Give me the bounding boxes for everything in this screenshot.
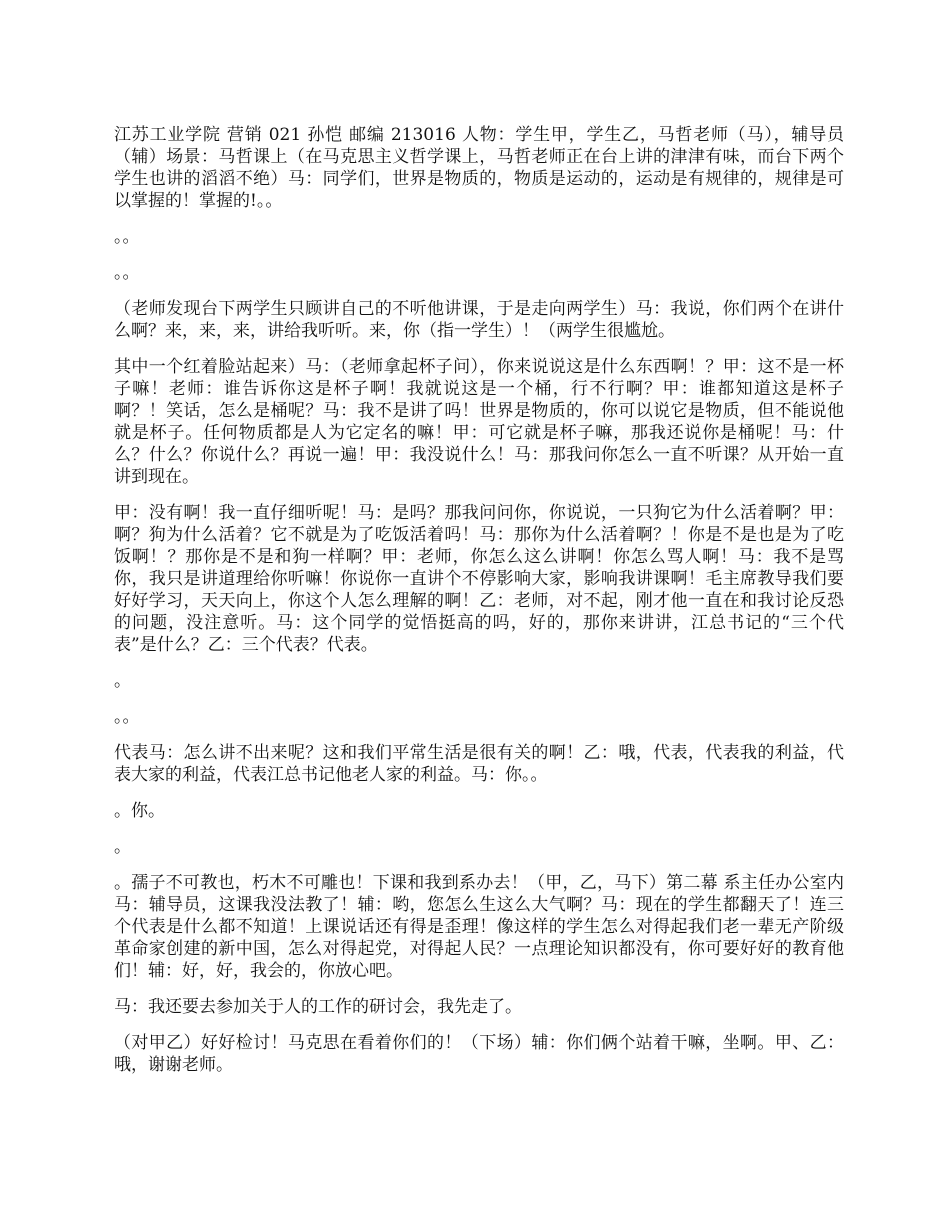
paragraph-10: 。你。: [114, 801, 165, 821]
paragraph-12: 。孺子不可教也，朽木不可雕也！下课和我到系办去！（甲，乙，马下）第二幕 系主任办公室内马：辅导员，这课我没法教了！辅：哟，您怎么生这么大气啊？马：现在的学生都翻天了！连三个代表是什么都不知道！上课说话还有得是歪理！像这样的学生怎么对得起我们老一辈无产阶级革命家创建的新中国，怎么对得起党，对得起人民？一点理论知识都没有，你可要好好的教育他们！辅：好，好，我会的，你放心吧。: [114, 873, 844, 981]
paragraph-6: 甲：没有啊！我一直仔细听呢！马：是吗？那我问问你，你说说，一只狗它为什么活着啊？甲：啊？狗为什么活着？它不就是为了吃饭活着吗！马：那你为什么活着啊？！你是不是也是为了吃饭啊！？那你是不是和狗一样啊？甲：老师，你怎么这么讲啊！你怎么骂人啊！马：我不是骂你，我只是讲道理给你听嘛！你说你一直讲个不停影响大家，影响我讲课啊！毛主席教导我们要好好学习，天天向上，你这个人怎么理解的啊！乙：老师，对不起，刚才他一直在和我讨论反恐的问题，没注意听。马：这个同学的觉悟挺高的吗，好的，那你来讲讲，江总书记的“三个代表”是什么？乙：三个代表？代表。: [114, 503, 844, 655]
paragraph-7: 。: [114, 671, 131, 691]
paragraph-9: 代表马：怎么讲不出来呢？这和我们平常生活是很有关的啊！乙：哦，代表，代表我的利益，代表大家的利益，代表江总书记他老人家的利益。马：你。。: [114, 743, 844, 785]
paragraph-8: 。。: [114, 707, 140, 727]
paragraph-2: 。。: [114, 227, 140, 247]
paragraph-1: 江苏工业学院 营销 021 孙恺 邮编 213016 人物：学生甲，学生乙，马哲老师（马），辅导员（辅）场景：马哲课上（在马克思主义哲学课上，马哲老师正在台上讲的津津有味，而台下两个学生也讲的滔滔不绝）马：同学们，世界是物质的，物质是运动的，运动是有规律的，规律是可以掌握的！掌握的!。。: [114, 125, 844, 211]
paragraph-5: 其中一个红着脸站起来）马：（老师拿起杯子问），你来说说这是什么东西啊！？甲：这不是一杯子嘛！老师：谁告诉你这是杯子啊！我就说这是一个桶，行不行啊？甲：谁都知道这是杯子啊？！笑话，怎么是桶呢？马：我不是讲了吗！世界是物质的，你可以说它是物质，但不能说他就是杯子。任何物质都是人为它定名的嘛！甲：可它就是杯子嘛，那我还说你是桶呢！马：什么？什么？你说什么？再说一遍！甲：我没说什么！马：那我问你怎么一直不听课？从开始一直讲到现在。: [114, 357, 844, 487]
paragraph-13: 马：我还要去参加关于人的工作的研讨会，我先走了。: [114, 997, 522, 1017]
paragraph-3: 。。: [114, 263, 140, 283]
paragraph-14: （对甲乙）好好检讨！马克思在看着你们的！（下场）辅：你们俩个站着干嘛，坐啊。甲、乙：哦，谢谢老师。: [114, 1033, 844, 1075]
paragraph-4: （老师发现台下两学生只顾讲自己的不听他讲课，于是走向两学生）马：我说，你们两个在讲什么啊？来，来，来，讲给我听听。来，你（指一学生）！（两学生很尴尬。: [114, 299, 844, 341]
document-body: [114, 124, 844, 1090]
paragraph-11: 。: [114, 837, 131, 857]
